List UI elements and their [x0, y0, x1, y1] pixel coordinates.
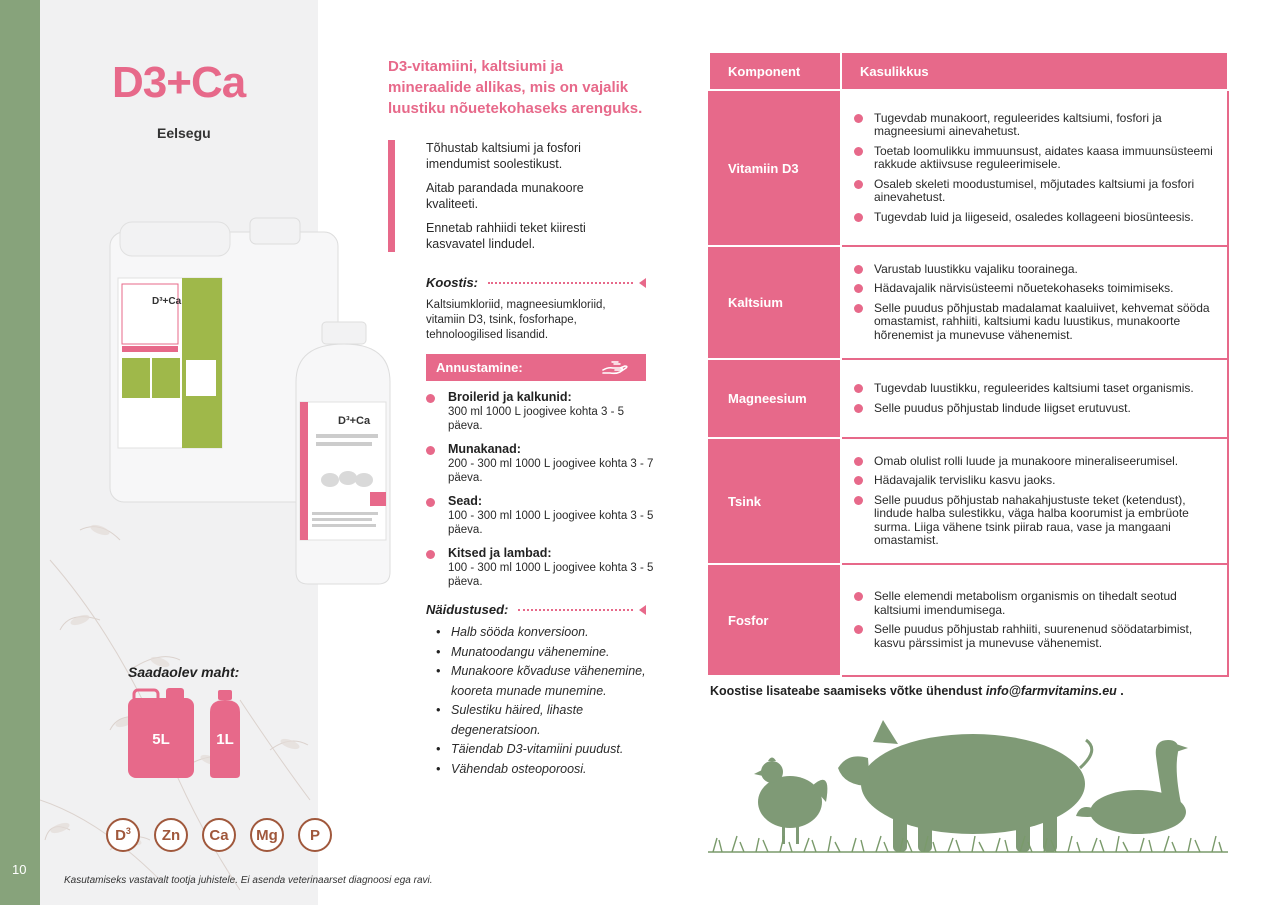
dosage-animal: Sead:	[448, 494, 483, 508]
dosage-animal: Broilerid ja kalkunid:	[448, 390, 572, 404]
composition-heading	[426, 275, 646, 290]
use-item: Osaleb skeleti moodustumisel, mõjutades kaltsiumi ja fosfori ainevahetust.	[854, 178, 1213, 205]
benefit-item: Aitab parandada munakoore kvaliteeti.	[426, 181, 584, 211]
benefit-item: Tõhustab kaltsiumi ja fosfori imendumist soolestikust.	[426, 141, 581, 171]
triangle-marker-icon	[639, 278, 646, 288]
indication-item: • Sulestiku häired, lihaste degeneratsioon.	[436, 701, 656, 740]
indications-label: Näidustused:	[426, 602, 509, 617]
use-item: Selle puudus põhjustab rahhiiti, suurenenud söödatarbimist, kasvu pärssimist ja munevuse vähenemist.	[854, 623, 1213, 650]
table-row	[709, 564, 1228, 676]
product-bottles-image	[100, 212, 400, 592]
component-name: Kaltsium	[709, 246, 841, 359]
package-sizes	[120, 688, 260, 780]
mineral-badge-p	[298, 818, 332, 852]
table-row	[709, 438, 1228, 564]
dosage-amount: 100 - 300 ml 1000 L joogivee kohta 3 - 5 päeva.	[448, 510, 654, 536]
use-item: Hädavajalik närvisüsteemi nõuetekohaseks toimimiseks.	[854, 282, 1213, 296]
dosage-list	[426, 390, 656, 598]
contact-email-link[interactable]: info@farmvitamins.eu	[985, 684, 1117, 698]
use-item: Tugevdab munakoort, reguleerides kaltsiumi, fosfori ja magneesiumi ainevahetust.	[854, 112, 1213, 139]
component-uses	[841, 359, 1228, 438]
dotted-divider	[518, 609, 633, 611]
grass-icon	[708, 836, 1228, 852]
table-header-row	[709, 52, 1228, 90]
composition-label: Koostis:	[426, 275, 478, 290]
use-item: Selle elemendi metabolism organismis on tihedalt seotud kaltsiumi imendumisega.	[854, 590, 1213, 617]
component-name: Tsink	[709, 438, 841, 564]
svg-text:D³+Ca: D³+Ca	[152, 296, 182, 307]
availability-title: Saadaolev maht:	[128, 664, 240, 680]
use-item: Selle puudus põhjustab nahakahjustuste teket (ketendust), lindude halba sulestikku, väga halba koorumist ja embrüote surma. Liiga vähene tsink piirab raua, vase ja mangaani omastamist.	[854, 494, 1213, 548]
composition-text: Kaltsiumkloriid, magneesiumkloriid, vitamiin D3, tsink, fosforhape, tehnoloogilised lisandid.	[426, 299, 606, 341]
dosage-animal: Munakanad:	[448, 442, 521, 456]
use-item: Toetab loomulikku immuunsust, aidates kaasa immuunsüsteemi rakkude aktiivsuse reguleerimisele.	[854, 145, 1213, 172]
mineral-d3-symbol: D	[115, 826, 126, 844]
dosage-heading	[426, 354, 646, 381]
mineral-badges	[106, 818, 332, 852]
indication-item: • Halb sööda konversioon.	[436, 623, 656, 643]
use-item: Selle puudus põhjustab lindude liigset erutuvust.	[854, 402, 1213, 416]
mineral-badge-ca	[202, 818, 236, 852]
dosage-item	[426, 390, 656, 433]
indication-item: • Munatoodangu vähenemine.	[436, 643, 656, 663]
dotted-divider	[488, 282, 633, 284]
indication-item: • Munakoore kõvaduse vähenemine, kooreta munade munemine.	[436, 662, 656, 701]
column-header-benefit: Kasulikkus	[841, 52, 1228, 90]
component-name: Magneesium	[709, 359, 841, 438]
table-row	[709, 90, 1228, 246]
table-row	[709, 246, 1228, 359]
dosage-amount: 100 - 300 ml 1000 L joogivee kohta 3 - 5 päeva.	[448, 562, 654, 588]
dosage-item	[426, 494, 656, 537]
dosage-amount: 200 - 300 ml 1000 L joogivee kohta 3 - 7 päeva.	[448, 458, 654, 484]
use-item: Hädavajalik tervisliku kasvu jaoks.	[854, 474, 1213, 488]
triangle-marker-icon	[639, 605, 646, 615]
chicken-icon	[754, 758, 827, 845]
product-subtitle: Eelsegu	[157, 125, 211, 141]
mineral-mg-symbol: Mg	[256, 826, 278, 844]
contact-suffix: .	[1116, 684, 1124, 698]
page-number: 10	[12, 862, 27, 877]
use-item: Varustab luustikku vajaliku toorainega.	[854, 263, 1213, 277]
component-name: Fosfor	[709, 564, 841, 676]
benefits-list	[388, 140, 628, 252]
goose-icon	[1076, 740, 1188, 834]
component-uses	[841, 438, 1228, 564]
dosage-label: Annustamine:	[436, 360, 523, 375]
size-1l-label: 1L	[216, 731, 234, 748]
component-table	[708, 51, 1229, 677]
use-item: Omab olulist rolli luude ja munakoore mineraliseerumisel.	[854, 455, 1213, 469]
dosage-animal: Kitsed ja lambad:	[448, 546, 552, 560]
mineral-zn-symbol: Zn	[161, 826, 181, 844]
table-row	[709, 359, 1228, 438]
indications-heading	[426, 602, 646, 617]
mineral-ca-symbol: Ca	[209, 826, 229, 844]
headline: D3-vitamiini, kaltsiumi ja mineraalide allikas, mis on vajalik luustiku nõuetekohaseks arenguks.	[388, 58, 643, 117]
component-uses	[841, 246, 1228, 359]
hand-icon	[602, 361, 628, 375]
bottle-1l-image	[296, 322, 390, 584]
green-side-bar	[0, 0, 40, 905]
mineral-p-symbol: P	[309, 826, 320, 844]
use-item: Tugevdab luustikku, reguleerides kaltsiumi taset organismis.	[854, 382, 1213, 396]
farm-animals-illustration	[708, 712, 1228, 862]
benefit-item: Ennetab rahhiidi teket kiiresti kasvavatel lindudel.	[426, 221, 586, 251]
mineral-badge-d3	[106, 818, 140, 852]
product-title: D3+Ca	[112, 58, 246, 107]
dosage-item	[426, 442, 656, 485]
dosage-amount: 300 ml 1000 L joogivee kohta 3 - 5 päeva.	[448, 406, 625, 432]
pig-icon	[838, 720, 1092, 852]
component-uses	[841, 90, 1228, 246]
disclaimer: Kasutamiseks vastavalt tootja juhistele. Ei asenda veterinaarset diagnoosi ega ravi.	[64, 875, 433, 886]
dosage-item	[426, 546, 656, 589]
contact-line	[710, 684, 1124, 698]
size-5l-label: 5L	[152, 731, 170, 748]
mineral-badge-zn	[154, 818, 188, 852]
component-name: Vitamiin D3	[709, 90, 841, 246]
mineral-d3-sup: 3	[125, 826, 131, 836]
component-uses	[841, 564, 1228, 676]
indications-list	[436, 623, 656, 779]
mineral-badge-mg	[250, 818, 284, 852]
use-item: Tugevdab luid ja liigeseid, osaledes kollageeni biosünteesis.	[854, 211, 1213, 225]
contact-text: Koostise lisateabe saamiseks võtke ühendust	[710, 684, 986, 698]
use-item: Selle puudus põhjustab madalamat kaaluiivet, kehvemat sööda omastamist, rahhiiti, kaltsiumi kadu luustikus, munakoorte hõrenemist ja munevuse vähenemist.	[854, 302, 1213, 343]
column-header-component: Komponent	[709, 52, 841, 90]
svg-text:D³+Ca: D³+Ca	[338, 415, 371, 427]
indication-item: • Täiendab D3-vitamiini puudust.	[436, 740, 656, 760]
indication-item: • Vähendab osteoporoosi.	[436, 760, 656, 780]
